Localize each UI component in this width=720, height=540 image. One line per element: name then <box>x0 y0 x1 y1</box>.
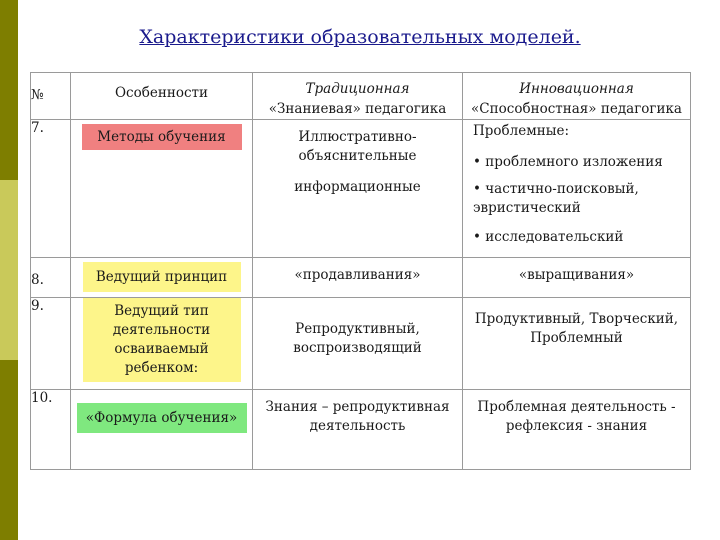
formula-label: «Формула обучения» <box>77 403 247 433</box>
row-8-innovative: «выращивания» <box>463 258 691 298</box>
sidebar-block-light <box>0 180 18 360</box>
row-8-num: 8. <box>31 258 71 298</box>
row-10-innovative: Проблемная деятельность - рефлексия - знания <box>463 390 691 470</box>
row-7-traditional: Иллюстративно- объяснительные информационные <box>253 120 463 258</box>
sidebar-block-dark-bottom <box>0 360 18 540</box>
row-7-num: 7. <box>31 120 71 258</box>
row-8-traditional: «продавливания» <box>253 258 463 298</box>
row-9-innovative: Продуктивный, Творческий, Проблемный <box>463 298 691 390</box>
table-row <box>31 390 691 470</box>
methods-label: Методы обучения <box>82 124 242 150</box>
principle-label: Ведущий принцип <box>83 262 241 292</box>
slide-title: Характеристики образовательных моделей. <box>139 26 581 48</box>
table-header-row <box>31 73 691 120</box>
row-9-feature <box>71 298 253 390</box>
row-8-feature <box>71 258 253 298</box>
row-10-traditional: Знания – репродуктивная деятельность <box>253 390 463 470</box>
table-row <box>31 120 691 258</box>
models-table <box>30 72 691 470</box>
header-innovative: Инновационная «Способностная» педагогика <box>463 73 691 120</box>
table-row <box>31 258 691 298</box>
slide-sidebar <box>0 0 18 540</box>
header-num: № <box>31 73 71 120</box>
activity-type-label: Ведущий тип деятельности осваиваемый ребенком: <box>83 298 241 382</box>
header-feature: Особенности <box>71 73 253 120</box>
row-7-feature <box>71 120 253 258</box>
row-7-innovative: Проблемные: • проблемного изложения • частично-поисковый, эвристический • исследовательский <box>463 120 691 258</box>
table-row <box>31 298 691 390</box>
row-9-num: 9. <box>31 298 71 390</box>
row-10-feature <box>71 390 253 470</box>
row-10-num: 10. <box>31 390 71 470</box>
header-traditional: Традиционная «Знаниевая» педагогика <box>253 73 463 120</box>
row-9-traditional: Репродуктивный, воспроизводящий <box>253 298 463 390</box>
